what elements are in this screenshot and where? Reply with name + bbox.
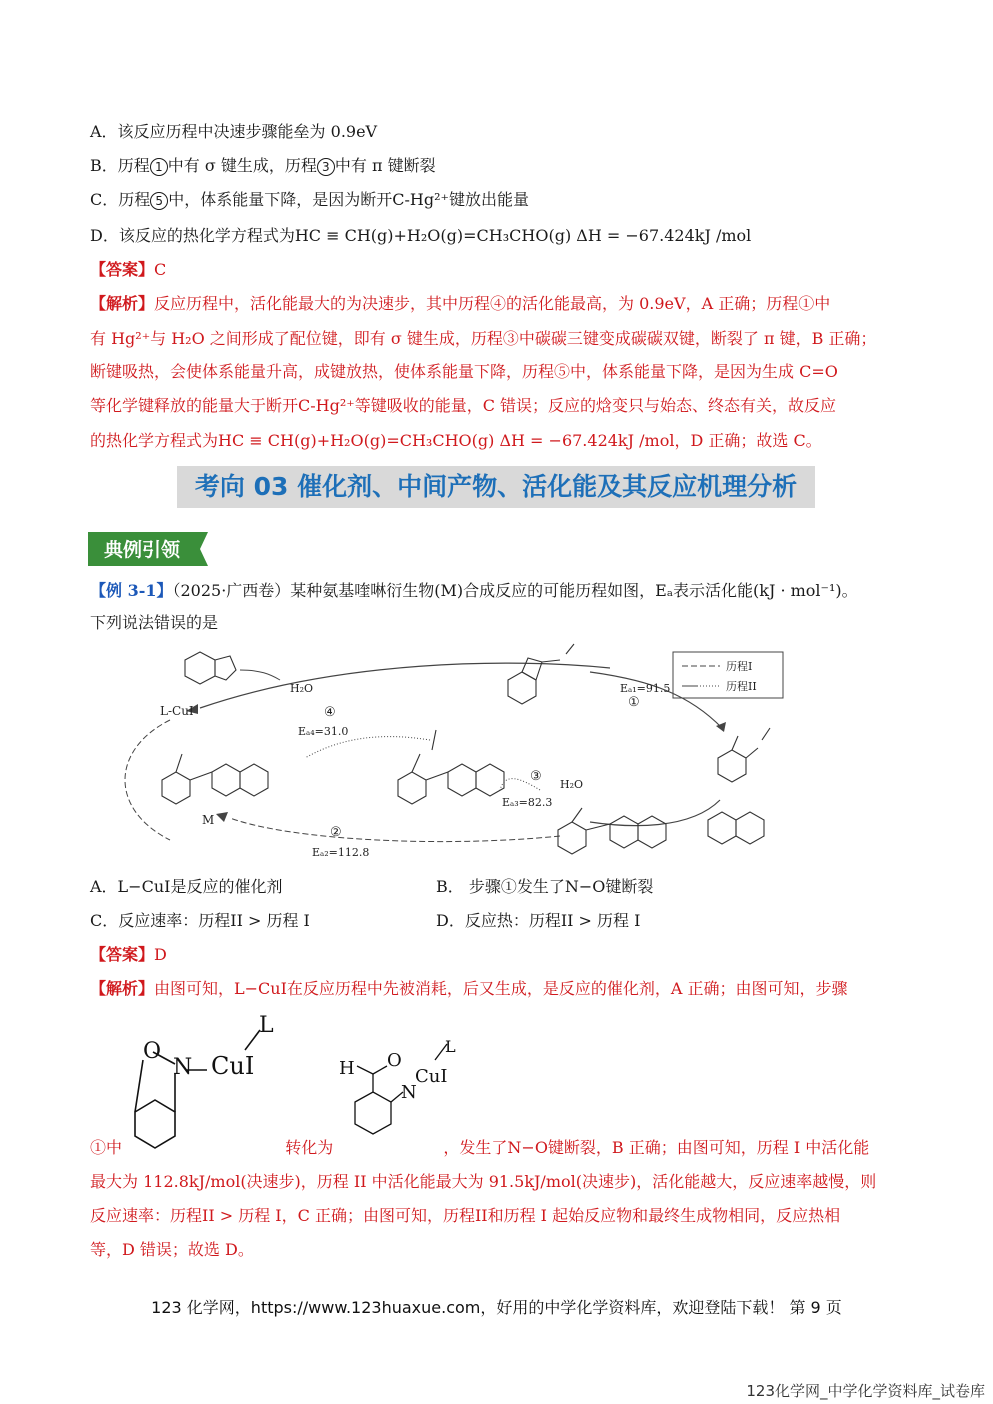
h2o-label-step3: H₂O xyxy=(560,778,584,791)
ea3-label: Eₐ₃=82.3 xyxy=(502,796,553,809)
h2o-label-step4: H₂O xyxy=(290,682,314,695)
ribbon-background-icon xyxy=(88,532,208,566)
ea1-label: Eₐ₁=91.5 xyxy=(620,682,671,695)
analysis-1-line-2: 有 Hg²⁺与 H₂O 之间形成了配位键，即有 σ 键生成，历程③中碳碳三键变成碳碳双键，断裂了 π 键，B 正确； xyxy=(90,329,877,348)
atom-cui2: CuI xyxy=(415,1066,448,1087)
reaction-mechanism-diagram xyxy=(90,640,800,870)
example-option-b: B． 步骤①发生了N−O键断裂 xyxy=(436,877,654,896)
answer-1: 【答案】C xyxy=(90,260,167,279)
analysis-1-line-5: 的热化学方程式为HC ≡ CH(g)+H₂O(g)=CH₃CHO(g) ΔH = −67.424kJ /mol，D 正确；故选 C。 xyxy=(90,431,822,450)
atom-h: H xyxy=(339,1058,355,1079)
example-ribbon xyxy=(88,532,208,566)
product-m-label: M xyxy=(202,813,215,827)
atom-l: L xyxy=(259,1013,274,1038)
ea2-label: Eₐ₂=112.8 xyxy=(312,846,370,859)
analysis-2-line-1: 【解析】由图可知，L−CuI在反应历程中先被消耗，后又生成，是反应的催化剂，A 正确；由图可知，步骤 xyxy=(90,979,848,998)
option-c: C．历程 5 中，体系能量下降，是因为断开C-Hg²⁺键放出能量 xyxy=(90,190,529,209)
reagent-arrow xyxy=(240,670,280,680)
atom-n2: N xyxy=(401,1082,417,1103)
analysis-2-line-5: 等，D 错误；故选 D。 xyxy=(90,1240,254,1259)
molecule-complex-bottom xyxy=(558,808,666,854)
atom-o2: O xyxy=(387,1050,402,1071)
molecule-benzisoxazole xyxy=(185,652,236,684)
lcui-label: L-CuI xyxy=(160,704,194,718)
example-option-c: C．反应速率：历程II > 历程 I xyxy=(90,911,310,930)
example-stem-line-2: 下列说法错误的是 xyxy=(90,613,219,632)
molecule-quinoline-n-oxide xyxy=(708,812,764,844)
atom-cui: CuI xyxy=(211,1052,255,1080)
ribbon-label: 典例引领 xyxy=(103,539,181,561)
example-option-d: D．反应热：历程II > 历程 I xyxy=(436,911,641,930)
cycle-arc-top xyxy=(200,663,610,708)
example-option-a: A．L−CuI是反应的催化剂 xyxy=(90,877,283,896)
molecule-complex-middle xyxy=(398,730,504,804)
route-2-arc-step4 xyxy=(305,737,430,758)
option-d: D．该反应的热化学方程式为HC ≡ CH(g)+H₂O(g)=CH₃CHO(g) ΔH = −67.424kJ /mol xyxy=(90,226,752,245)
analysis-2-line-4: 反应速率：历程II > 历程 I，C 正确；由图可知，历程II和历程 I 起始反应物和最终生成物相同，反应热相 xyxy=(90,1206,841,1225)
structure-isoxazole-cui xyxy=(125,1012,285,1152)
section-title: 考向 03 催化剂、中间产物、活化能及其反应机理分析 xyxy=(177,466,815,508)
analysis-1-line-1: 【解析】反应历程中，活化能最大的为决速步，其中历程④的活化能最高，为 0.9eV，A 正确；历程①中 xyxy=(90,294,831,313)
cycle-arc-step1 xyxy=(590,672,722,728)
page-footer: 123 化学网，https://www.123huaxue.com，好用的中学化学资料库，欢迎登陆下载！ 第 9 页 xyxy=(151,1298,842,1317)
step-4-label: ④ xyxy=(324,705,336,720)
arrow-head-m xyxy=(216,812,228,822)
step-3-label: ③ xyxy=(530,769,542,784)
analysis-2-line-2: ①中 转化为 ，发生了N−O键断裂，B 正确；由图可知，历程 I 中活化能 xyxy=(90,1138,870,1157)
molecule-complex-top xyxy=(508,644,574,704)
option-a: A．该反应历程中决速步骤能垒为 0.9eV xyxy=(90,122,378,141)
route-1-arc-bottom xyxy=(230,818,560,842)
structure-aldehyde-cui xyxy=(335,1036,475,1146)
example-stem-line-1: 【例 3-1】（2025·广西卷）某种氨基喹啉衍生物(M)合成反应的可能历程如图，Eₐ表示活化能(kJ · mol⁻¹)。 xyxy=(90,581,858,600)
atom-o: O xyxy=(143,1039,162,1064)
atom-n: N xyxy=(173,1055,193,1080)
analysis-1-line-4: 等化学键释放的能量大于断开C-Hg²⁺等键吸收的能量，C 错误；反应的焓变只与始态、终态有关，故反应 xyxy=(90,396,837,415)
watermark: 123化学网_中学化学资料库_试卷库 xyxy=(746,1382,985,1400)
legend-route-1: 历程I xyxy=(726,660,753,673)
ea4-label: Eₐ₄=31.0 xyxy=(298,725,349,738)
cycle-arc-right xyxy=(590,800,720,826)
route-1-arc-left xyxy=(125,720,170,840)
step-2-label: ② xyxy=(330,825,342,840)
atom-l2: L xyxy=(445,1037,456,1056)
answer-2: 【答案】D xyxy=(90,945,167,964)
molecule-product-m xyxy=(162,754,268,804)
step-1-label: ① xyxy=(628,695,640,710)
analysis-1-line-3: 断键吸热，会使体系能量升高，成键放热，使体系能量下降，历程⑤中，体系能量下降，是因为生成 C=O xyxy=(90,362,838,381)
analysis-2-line-3: 最大为 112.8kJ/mol(决速步)，历程 II 中活化能最大为 91.5kJ/mol(决速步)，活化能越大，反应速率越慢，则 xyxy=(90,1172,877,1191)
molecule-complex-right xyxy=(718,728,770,782)
legend-route-2: 历程II xyxy=(726,680,757,693)
option-b: B．历程 1 中有 σ 键生成，历程 3 中有 π 键断裂 xyxy=(90,156,436,175)
